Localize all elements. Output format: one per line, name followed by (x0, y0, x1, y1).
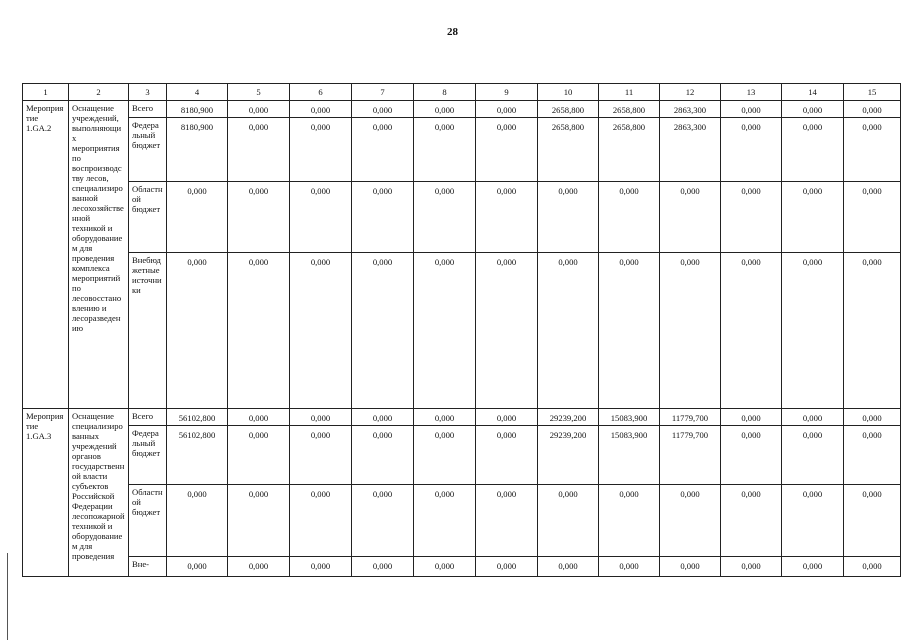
value-cell: 0,000 (782, 118, 844, 182)
value-cell: 0,000 (538, 557, 599, 577)
funding-source-cell: Всего (129, 409, 167, 426)
value-cell: 0,000 (844, 557, 901, 577)
value-cell: 0,000 (352, 485, 414, 557)
table-row (23, 485, 901, 557)
header-cell: 15 (844, 84, 901, 101)
value-cell: 0,000 (167, 485, 228, 557)
value-cell: 0,000 (844, 485, 901, 557)
value-cell: 0,000 (599, 557, 660, 577)
value-cell: 0,000 (352, 426, 414, 485)
header-cell: 11 (599, 84, 660, 101)
value-cell: 0,000 (476, 426, 538, 485)
header-cell: 1 (23, 84, 69, 101)
header-cell: 7 (352, 84, 414, 101)
value-cell: 2863,300 (660, 118, 721, 182)
value-cell: 0,000 (721, 557, 782, 577)
value-cell: 2658,800 (538, 118, 599, 182)
value-cell: 0,000 (352, 409, 414, 426)
value-cell: 0,000 (844, 182, 901, 253)
value-cell: 0,000 (721, 182, 782, 253)
value-cell: 2658,800 (538, 101, 599, 118)
value-cell: 0,000 (476, 182, 538, 253)
value-cell: 8180,900 (167, 118, 228, 182)
header-cell: 8 (414, 84, 476, 101)
value-cell: 56102,800 (167, 409, 228, 426)
value-cell: 0,000 (414, 182, 476, 253)
value-cell: 0,000 (290, 253, 352, 409)
value-cell: 0,000 (844, 409, 901, 426)
header-cell: 10 (538, 84, 599, 101)
value-cell: 8180,900 (167, 101, 228, 118)
value-cell: 2863,300 (660, 101, 721, 118)
value-cell: 0,000 (414, 426, 476, 485)
value-cell: 56102,800 (167, 426, 228, 485)
value-cell: 0,000 (414, 253, 476, 409)
margin-line (7, 553, 8, 640)
value-cell: 0,000 (290, 409, 352, 426)
header-cell: 14 (782, 84, 844, 101)
value-cell: 0,000 (721, 409, 782, 426)
value-cell: 0,000 (414, 557, 476, 577)
value-cell: 0,000 (476, 253, 538, 409)
value-cell: 0,000 (844, 101, 901, 118)
value-cell: 0,000 (782, 485, 844, 557)
funding-source-cell: Вне- (129, 557, 167, 577)
value-cell: 0,000 (660, 182, 721, 253)
value-cell: 0,000 (167, 557, 228, 577)
header-cell: 5 (228, 84, 290, 101)
value-cell: 0,000 (476, 485, 538, 557)
value-cell: 0,000 (414, 118, 476, 182)
value-cell: 0,000 (476, 101, 538, 118)
value-cell: 0,000 (721, 426, 782, 485)
value-cell: 0,000 (782, 409, 844, 426)
value-cell: 0,000 (782, 253, 844, 409)
value-cell: 2658,800 (599, 118, 660, 182)
value-cell: 15083,900 (599, 426, 660, 485)
value-cell: 0,000 (721, 253, 782, 409)
value-cell: 0,000 (290, 101, 352, 118)
value-cell: 0,000 (228, 409, 290, 426)
funding-source-cell: Областной бюджет (129, 485, 167, 557)
value-cell: 29239,200 (538, 409, 599, 426)
header-cell: 3 (129, 84, 167, 101)
value-cell: 0,000 (167, 253, 228, 409)
table-row (23, 101, 901, 118)
funding-source-cell: Областной бюджет (129, 182, 167, 253)
value-cell: 0,000 (599, 253, 660, 409)
header-cell: 2 (69, 84, 129, 101)
value-cell: 0,000 (228, 118, 290, 182)
table-row (23, 253, 901, 409)
table-row (23, 118, 901, 182)
value-cell: 0,000 (844, 118, 901, 182)
table-row (23, 557, 901, 577)
value-cell: 15083,900 (599, 409, 660, 426)
value-cell: 0,000 (352, 101, 414, 118)
value-cell: 0,000 (660, 557, 721, 577)
value-cell: 0,000 (414, 409, 476, 426)
value-cell: 0,000 (414, 101, 476, 118)
value-cell: 0,000 (228, 182, 290, 253)
value-cell: 0,000 (721, 118, 782, 182)
header-cell: 12 (660, 84, 721, 101)
header-cell: 4 (167, 84, 228, 101)
value-cell: 0,000 (290, 182, 352, 253)
value-cell: 0,000 (721, 101, 782, 118)
value-cell: 11779,700 (660, 409, 721, 426)
value-cell: 0,000 (228, 485, 290, 557)
value-cell: 0,000 (782, 557, 844, 577)
value-cell: 0,000 (599, 182, 660, 253)
value-cell: 0,000 (352, 118, 414, 182)
value-cell: 0,000 (228, 426, 290, 485)
value-cell: 11779,700 (660, 426, 721, 485)
budget-table (22, 83, 901, 577)
table-row (23, 182, 901, 253)
measure-cell: Мероприятие 1.GA.3 (23, 409, 69, 577)
table-row (23, 409, 901, 426)
value-cell: 0,000 (782, 426, 844, 485)
header-row (23, 84, 901, 101)
value-cell: 0,000 (414, 485, 476, 557)
value-cell: 0,000 (721, 485, 782, 557)
value-cell: 0,000 (476, 118, 538, 182)
funding-source-cell: Внебюджетные источники (129, 253, 167, 409)
value-cell: 0,000 (290, 426, 352, 485)
description-cell: Оснащение учреждений, выполняющих мероприятия по воспроизводству лесов, специализированной лесохозяйственной техникой и оборудованием для проведения комплекса мероприятий по лесовосстановлению и лесоразведению (69, 101, 129, 409)
value-cell: 0,000 (844, 426, 901, 485)
header-cell: 9 (476, 84, 538, 101)
value-cell: 0,000 (290, 485, 352, 557)
value-cell: 2658,800 (599, 101, 660, 118)
header-cell: 6 (290, 84, 352, 101)
funding-source-cell: Федеральный бюджет (129, 426, 167, 485)
value-cell: 0,000 (538, 485, 599, 557)
value-cell: 0,000 (352, 182, 414, 253)
value-cell: 0,000 (538, 182, 599, 253)
value-cell: 0,000 (352, 557, 414, 577)
value-cell: 0,000 (228, 253, 290, 409)
header-cell: 13 (721, 84, 782, 101)
value-cell: 0,000 (167, 182, 228, 253)
page-number: 28 (447, 26, 458, 38)
value-cell: 0,000 (660, 485, 721, 557)
value-cell: 0,000 (782, 182, 844, 253)
value-cell: 0,000 (228, 557, 290, 577)
value-cell: 0,000 (476, 557, 538, 577)
table-row (23, 426, 901, 485)
value-cell: 0,000 (290, 557, 352, 577)
value-cell: 29239,200 (538, 426, 599, 485)
value-cell: 0,000 (352, 253, 414, 409)
value-cell: 0,000 (290, 118, 352, 182)
description-cell: Оснащение специализированных учреждений органов государственной власти субъектов Российской Федерации лесопожарной техникой и оборудованием для проведения (69, 409, 129, 577)
measure-cell: Мероприятие 1.GA.2 (23, 101, 69, 409)
value-cell: 0,000 (844, 253, 901, 409)
value-cell: 0,000 (782, 101, 844, 118)
funding-source-cell: Федеральный бюджет (129, 118, 167, 182)
value-cell: 0,000 (660, 253, 721, 409)
value-cell: 0,000 (599, 485, 660, 557)
value-cell: 0,000 (538, 253, 599, 409)
value-cell: 0,000 (228, 101, 290, 118)
funding-source-cell: Всего (129, 101, 167, 118)
value-cell: 0,000 (476, 409, 538, 426)
